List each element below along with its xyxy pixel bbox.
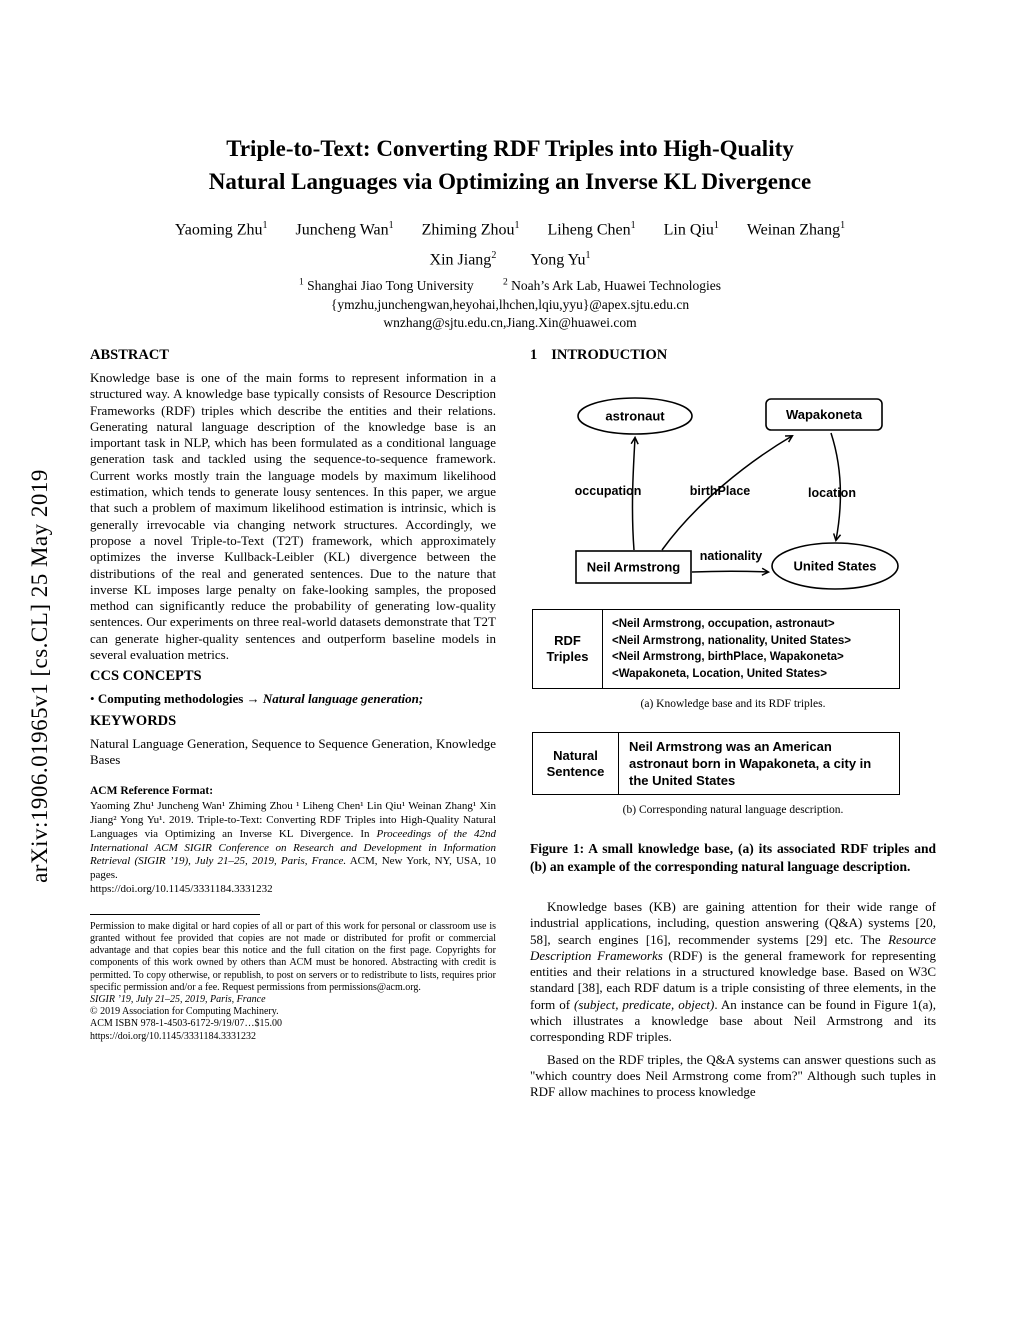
node-label-astronaut: astronaut <box>605 408 665 424</box>
author-name: Liheng Chen <box>547 221 631 239</box>
keywords-heading: KEYWORDS <box>90 712 177 729</box>
ccs-heading: CCS CONCEPTS <box>90 668 202 685</box>
affiliation-sjtu <box>299 278 474 293</box>
natural-sentence-label <box>533 733 619 794</box>
edge-label-nationality: nationality <box>699 549 763 563</box>
author-name: Weinan Zhang <box>746 221 841 239</box>
edge-nationality <box>692 571 768 572</box>
acm-reference-venue: Proceedings of the 42nd International ACM SIGIR Conference on Research and Development in Information Retrieval (SIGIR ’19), July 21–25, 2019, Paris, France. <box>90 827 497 868</box>
arxiv-watermark: arXiv:1906.01965v1 [cs.CL] 25 May 2019 <box>27 469 52 883</box>
edge-label-location: location <box>808 486 856 500</box>
author-name: Yaoming Zhu <box>174 221 263 239</box>
rdf-label-line2: Triples <box>546 649 589 664</box>
node-label-wapakoneta: Wapakoneta <box>785 407 863 422</box>
intro-p1-italic: Resource Description Frameworks <box>530 931 936 963</box>
subcaption-a: (a) Knowledge base and its RDF triples. <box>640 698 826 710</box>
right-column <box>530 342 936 1101</box>
abstract-text: Knowledge base is one of the main forms to represent information in a structured way. A knowledge base typically consists of Resource Description Frameworks (RDF) triples which describe the entities and their relations. Generating natural language description of the knowledge base is an important task in NLP, which has been formulated as a conditional language generation task and tackled using the sequence-to-sequence framework. Current works mostly train the language models by maximum likelihood estimation, which tends to generate lousy sentences. In this paper, we argue that such a problem of maximum likelihood estimation is intrinsic, which is generally irrevocable via changing network structures. Accordingly, we propose a novel Triple-to-Text (T2T) framework, which approximately optimizes the inverse Kullback-Leibler (KL) divergence between the distributions of the real and generated sentences. Due to the nature that inverse KL imposes large penalty on fake-looking samples, the proposed method can significantly reduce the probability of generating low-quality sentences. Our experiments on three real-world datasets demonstrate that T2T can generate higher-quality sentences and outperform baseline models in several evaluation metrics. <box>90 370 496 663</box>
sentence-label-line1: Natural <box>553 747 598 763</box>
acm-reference-heading: ACM Reference Format: <box>90 785 214 798</box>
affiliation-name: Noah’s Ark Lab, Huawei Technologies <box>511 278 721 294</box>
emails-block <box>60 296 960 331</box>
author-affiliation-mark: 1 <box>713 220 719 231</box>
two-column-body <box>90 342 936 1101</box>
rdf-label-line1: RDF <box>554 633 581 648</box>
author-affiliation-mark: 1 <box>840 220 846 231</box>
affiliation-mark: 2 <box>502 277 508 288</box>
acm-reference-doi-link[interactable]: https://doi.org/10.1145/3331184.3331232 <box>90 883 273 896</box>
acm-reference-text <box>90 800 496 897</box>
natural-sentence-text: Neil Armstrong was an American astronaut born in Wapakoneta, a city in the United States <box>629 739 872 788</box>
paper-header <box>60 132 960 331</box>
sentence-label-line2: Sentence <box>546 763 605 779</box>
footnote-isbn: ACM ISBN 978-1-4503-6172-9/19/07…$15.00 <box>90 1018 282 1030</box>
affiliations-line <box>60 278 960 295</box>
author-name: Xin Jiang <box>429 251 492 269</box>
rdf-triple: <Neil Armstrong, birthPlace, Wapakoneta> <box>612 651 844 663</box>
left-column <box>90 342 496 1043</box>
ccs-concepts-line <box>90 691 496 707</box>
edge-label-occupation: occupation <box>574 484 642 498</box>
rdf-triple: <Neil Armstrong, nationality, United States> <box>612 634 851 647</box>
intro-paragraph-2: Based on the RDF triples, the Q&A systems can answer questions such as "which country does Neil Armstrong come from?" Although such tuples in RDF allow machines to process knowledge <box>530 1051 936 1100</box>
rdf-triples-label <box>533 610 603 688</box>
author-juncheng-wan <box>296 214 394 242</box>
figure-1-caption: Figure 1: A small knowledge base, (a) its associated RDF triples and (b) an example of the corresponding natural language description. <box>530 841 936 874</box>
ccs-subconcept: Natural language generation; <box>262 691 424 707</box>
author-affiliation-mark: 2 <box>491 250 497 262</box>
acm-reference-authors-title: Yaoming Zhu¹ Juncheng Wan¹ Zhiming Zhou ¹ Liheng Chen¹ Lin Qiu¹ Weinan Zhang¹ Xin Jiang² Yong Yu¹. 2019. Triple-to-Text: Converting RDF Triples into High-Quality Natural Languages via Optimizing an Inverse KL Divergence. In <box>90 800 496 840</box>
affiliation-name: Shanghai Jiao Tong University <box>307 278 474 294</box>
intro-p1-seg: Knowledge bases (KB) are gaining attention for their wide range of industrial applications, including, question answering (Q&A) systems [20, 58], search engines [16], recommender systems [29] etc. The <box>530 899 936 947</box>
knowledge-graph-diagram <box>538 388 910 603</box>
email-line-2: wnzhang@sjtu.edu.cn,Jiang.Xin@huawei.com <box>383 314 637 330</box>
footnote-doi-link[interactable]: https://doi.org/10.1145/3331184.3331232 <box>90 1030 257 1042</box>
footnote-rule <box>90 914 260 915</box>
section-number: 1 <box>530 347 538 363</box>
rdf-triples-table <box>532 609 900 689</box>
paper-title-line2: Natural Languages via Optimizing an Inverse KL Divergence <box>208 169 812 194</box>
author-name: Lin Qiu <box>663 221 714 239</box>
natural-sentence-table <box>532 732 900 795</box>
author-affiliation-mark: 1 <box>630 220 636 231</box>
author-affiliation-mark: 1 <box>262 220 268 231</box>
author-affiliation-mark: 1 <box>585 250 591 262</box>
rdf-triple: <Neil Armstrong, occupation, astronaut> <box>612 618 835 630</box>
permission-footnote <box>90 914 496 1043</box>
author-yaoming-zhu <box>175 214 268 242</box>
edge-label-birthplace: birthPlace <box>689 484 751 498</box>
rdf-triple: <Wapakoneta, Location, United States> <box>612 667 827 680</box>
rdf-triples-list <box>603 610 899 688</box>
node-label-neil-armstrong: Neil Armstrong <box>586 559 681 575</box>
intro-p1-seg: . An instance can be found in Figure 1(a), which illustrates a knowledge base about Neil Armstrong and its corresponding RDF triples. <box>530 996 936 1045</box>
paper-title <box>60 132 960 198</box>
author-name: Yong Yu <box>530 251 586 269</box>
intro-p1-seg: (RDF) is the general framework for representing entities and their relations in a structured knowledge base. Based on W3C standard [38], each RDF datum is a triple consisting of three elements, in the form of <box>530 947 936 1012</box>
author-name: Zhiming Zhou <box>421 221 515 239</box>
author-name: Juncheng Wan <box>295 221 389 239</box>
abstract-heading: ABSTRACT <box>90 347 169 363</box>
ccs-concept: Computing methodologies <box>97 691 244 707</box>
author-affiliation-mark: 1 <box>388 220 394 231</box>
author-liheng-chen <box>548 214 636 242</box>
authors-row-2 <box>60 244 960 272</box>
footnote-copyright: © 2019 Association for Computing Machinery. <box>90 1006 279 1018</box>
author-lin-qiu <box>664 214 719 242</box>
email-line-1: {ymzhu,junchengwan,heyohai,lhchen,lqiu,yyu}@apex.sjtu.edu.cn <box>330 297 690 313</box>
authors-row-1 <box>60 214 960 242</box>
section-title: INTRODUCTION <box>551 347 668 363</box>
author-yong-yu <box>530 244 590 272</box>
introduction-heading <box>530 346 936 364</box>
affiliation-huawei <box>503 278 721 293</box>
footnote-venue: SIGIR ’19, July 21–25, 2019, Paris, France <box>90 994 266 1006</box>
keywords-text: Natural Language Generation, Sequence to Sequence Generation, Knowledge Bases <box>90 735 496 767</box>
intro-paragraph-1 <box>530 899 936 1046</box>
intro-p1-italic: (subject, predicate, object) <box>574 996 715 1012</box>
bullet-icon: • <box>90 691 95 707</box>
affiliation-mark: 1 <box>299 277 304 288</box>
node-label-united-states: United States <box>793 558 877 574</box>
author-affiliation-mark: 1 <box>514 220 520 231</box>
author-weinan-zhang <box>747 214 845 242</box>
paper-title-line1: Triple-to-Text: Converting RDF Triples into High-Quality <box>226 136 794 161</box>
figure-1 <box>530 388 936 875</box>
subcaption-b: (b) Corresponding natural language description. <box>622 804 844 816</box>
arrow-right-icon: → <box>246 691 260 707</box>
acm-reference-publisher: ACM, New York, NY, USA, 10 pages. <box>90 855 496 882</box>
permission-text: Permission to make digital or hard copies of all or part of this work for personal or classroom use is granted without fee provided that copies are not made or distributed for profit or commercial advantage and that copies bear this notice and the full citation on the first page. Copyrights for components of this work owned by others than ACM must be honored. Abstracting with credit is permitted. To copy otherwise, or republish, to post on servers or to redistribute to lists, requires prior specific permission and/or a fee. Request permissions from permissions@acm.org. <box>90 920 496 993</box>
author-xin-jiang <box>430 244 497 272</box>
author-zhiming-zhou <box>422 214 520 242</box>
